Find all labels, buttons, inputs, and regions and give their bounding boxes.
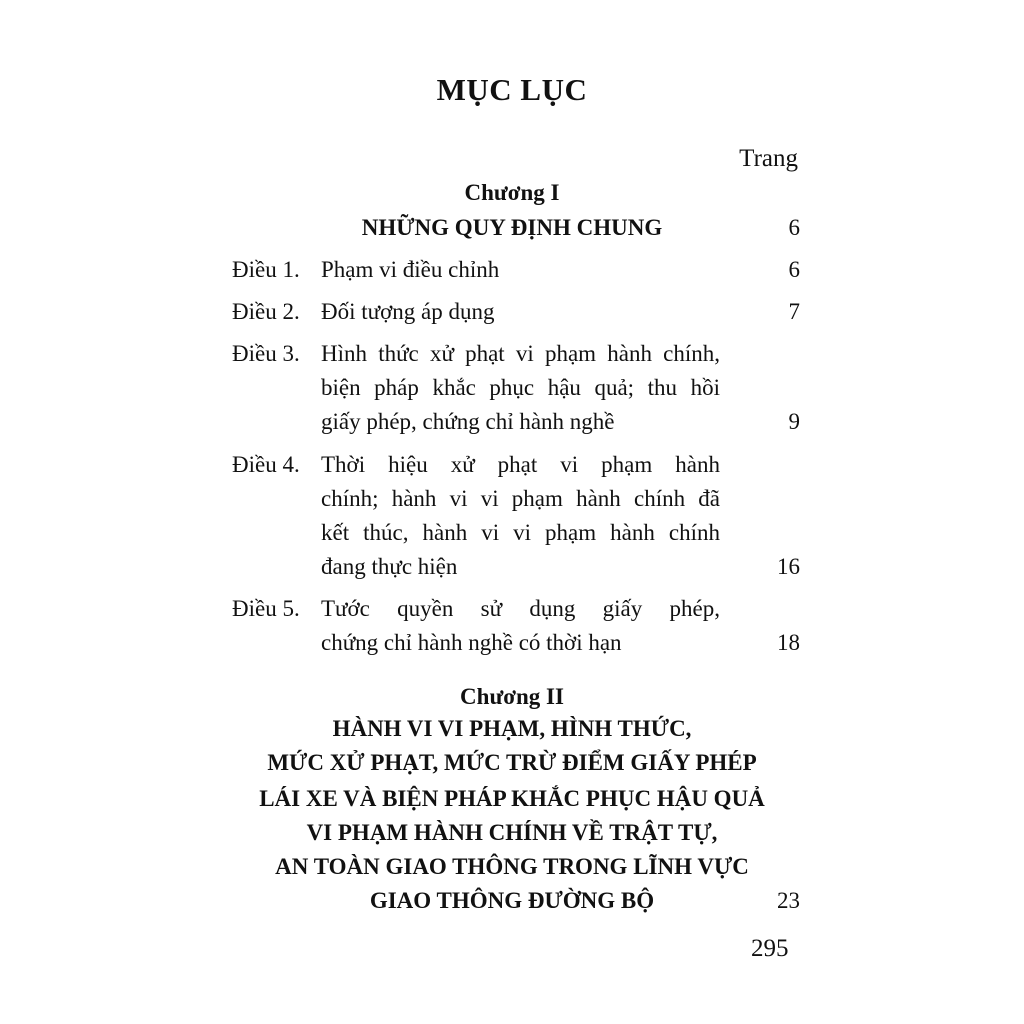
- article-4-line-1: Thời hiệu xử phạt vi phạm hành: [321, 452, 720, 477]
- chapter-2-heading-line-2: MỨC XỬ PHẠT, MỨC TRỪ ĐIỂM GIẤY PHÉP: [267, 750, 757, 775]
- article-5-line-1: Tước quyền sử dụng giấy phép,: [321, 596, 720, 621]
- page-title: MỤC LỤC: [436, 72, 588, 107]
- article-3-line-3: giấy phép, chứng chỉ hành nghề: [321, 409, 615, 434]
- article-5-page: 18: [777, 630, 800, 655]
- chapter-2-label: Chương II: [460, 684, 564, 709]
- article-3-page: 9: [788, 409, 800, 434]
- article-2-page: 7: [788, 299, 800, 324]
- article-3-line-1: Hình thức xử phạt vi phạm hành chính,: [321, 341, 720, 366]
- article-5-line-2: chứng chỉ hành nghề có thời hạn: [321, 630, 622, 655]
- article-3-label: Điều 3.: [232, 341, 300, 366]
- chapter-2-heading-line-3: LÁI XE VÀ BIỆN PHÁP KHẮC PHỤC HẬU QUẢ: [259, 786, 765, 811]
- article-4-line-2: chính; hành vi vi phạm hành chính đã: [321, 486, 720, 511]
- article-5-label: Điều 5.: [232, 596, 300, 621]
- chapter-2-heading-line-4: VI PHẠM HÀNH CHÍNH VỀ TRẬT TỰ,: [306, 820, 718, 845]
- article-2-line-1: Đối tượng áp dụng: [321, 299, 495, 324]
- article-1-page: 6: [788, 257, 800, 282]
- chapter-1-heading: NHỮNG QUY ĐỊNH CHUNG: [361, 215, 663, 240]
- chapter-2-heading-line-5: AN TOÀN GIAO THÔNG TRONG LĨNH VỰC: [275, 854, 749, 879]
- article-4-line-3: kết thúc, hành vi vi phạm hành chính: [321, 520, 720, 545]
- chapter-2-heading-line-1: HÀNH VI VI PHẠM, HÌNH THỨC,: [332, 716, 692, 741]
- article-3-line-2: biện pháp khắc phục hậu quả; thu hồi: [321, 375, 720, 400]
- article-4-page: 16: [777, 554, 800, 579]
- article-1-line-1: Phạm vi điều chỉnh: [321, 257, 500, 282]
- chapter-1-label: Chương I: [464, 180, 560, 205]
- chapter-1-page: 6: [788, 215, 800, 240]
- article-4-line-4: đang thực hiện: [321, 554, 458, 579]
- footer-page-number: 295: [751, 935, 789, 962]
- article-1-label: Điều 1.: [232, 257, 300, 282]
- article-2-label: Điều 2.: [232, 299, 300, 324]
- page-column-label: Trang: [739, 145, 798, 172]
- article-4-label: Điều 4.: [232, 452, 300, 477]
- chapter-2-heading-line-6: GIAO THÔNG ĐƯỜNG BỘ: [369, 888, 655, 913]
- chapter-2-page: 23: [777, 888, 800, 913]
